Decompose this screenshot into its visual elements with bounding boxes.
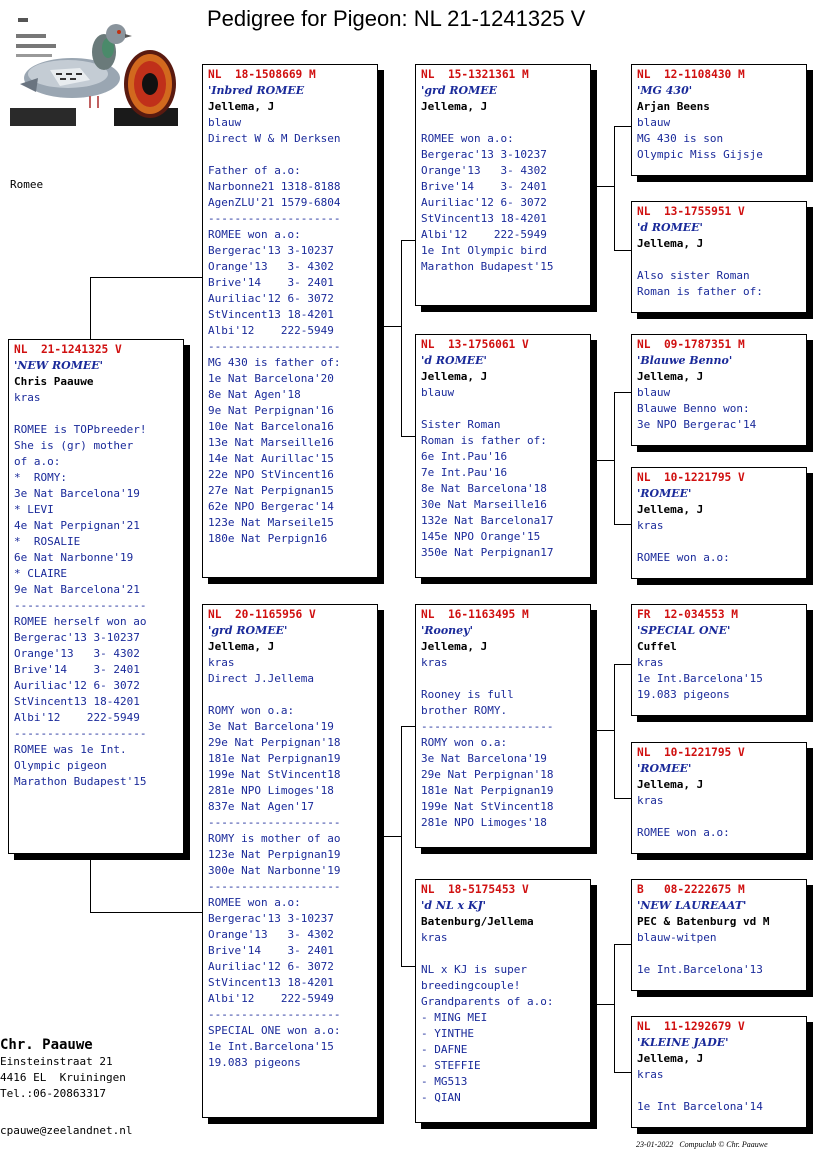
info-line: 29e Nat Perpignan'18 (208, 736, 341, 749)
info-line: -------------------- (208, 212, 341, 225)
info-line (637, 1083, 801, 1099)
info-line: 13e Nat Marseille16 (208, 436, 334, 449)
owner-name: Jellema, J (637, 778, 704, 791)
pigeon-name: 'd NL x KJ' (421, 899, 487, 912)
info-line: 123e Nat Perpignan19 (208, 848, 341, 861)
info-line: 180e Nat Perpign16 (208, 532, 328, 545)
connector-line (90, 912, 204, 913)
subject-name: Romee (10, 178, 44, 191)
info-line: ROMEE was 1e Int. (14, 743, 127, 756)
owner-name: Cuffel (637, 640, 677, 653)
info-line (14, 406, 178, 422)
pigeon-card-sire (202, 64, 378, 578)
pigeon-card-dam-sire (415, 604, 591, 848)
pigeon-card-fmf (631, 334, 807, 446)
owner-name: Jellema, J (421, 100, 488, 113)
info-line: breedingcouple! (421, 979, 521, 992)
ring-number: NL 13-1755951 V (637, 205, 745, 218)
info-line: Direct W & M Derksen (208, 132, 341, 145)
page-title: Pedigree for Pigeon: NL 21-1241325 V (207, 6, 586, 31)
info-line: ROMEE won a.o: (421, 132, 514, 145)
pigeon-card-fmm (631, 467, 807, 579)
info-line: ROMY is mother of ao (208, 832, 341, 845)
owner-name: Jellema, J (208, 640, 275, 653)
info-line (208, 147, 372, 163)
pigeon-card-dam (202, 604, 378, 1118)
info-line: * LEVI (14, 503, 54, 516)
info-line (637, 809, 801, 825)
info-line: Rooney is full (421, 688, 514, 701)
info-line: 6e Int.Pau'16 (421, 450, 508, 463)
info-line: 281e NPO Limoges'18 (421, 816, 547, 829)
connector-line (614, 126, 632, 127)
pigeon-card-sire-sire (415, 64, 591, 306)
info-line: StVincent13 18-4201 (14, 695, 140, 708)
info-line: Blauwe Benno won: (637, 402, 750, 415)
owner-name: PEC & Batenburg vd M (637, 915, 770, 928)
footer-credit: 23-01-2022 Compuclub © Chr. Paauwe (636, 1140, 768, 1149)
pigeon-name: 'ROMEE' (637, 762, 692, 775)
info-line: Bergerac'13 3-10237 (208, 912, 334, 925)
breeder-phone: Tel.:06-20863317 (0, 1087, 106, 1100)
info-line: kras (14, 391, 41, 404)
breeder-info (0, 1036, 126, 1102)
pigeon-name: 'd ROMEE' (421, 354, 487, 367)
connector-line (614, 664, 615, 798)
ring-number: NL 10-1221795 V (637, 471, 745, 484)
info-line: 62e NPO Bergerac'14 (208, 500, 334, 513)
info-line: Brive'14 3- 2401 (14, 663, 140, 676)
pigeon-card-mff (631, 604, 807, 716)
info-line: MG 430 is father of: (208, 356, 341, 369)
info-line: Brive'14 3- 2401 (208, 944, 334, 957)
info-line: of a.o: (14, 455, 61, 468)
info-line: 145e NPO Orange'15 (421, 530, 541, 543)
ring-number: NL 13-1756061 V (421, 338, 529, 351)
info-line: ROMY won o.a: (421, 736, 508, 749)
info-line (637, 946, 801, 962)
connector-line (401, 240, 402, 436)
info-line: - DAFNE (421, 1043, 468, 1056)
info-line: Narbonne21 1318-8188 (208, 180, 341, 193)
info-line: Brive'14 3- 2401 (208, 276, 334, 289)
info-line: * ROSALIE (14, 535, 81, 548)
ring-number: NL 10-1221795 V (637, 746, 745, 759)
owner-name: Jellema, J (637, 503, 704, 516)
connector-line (590, 186, 614, 187)
info-line: 8e Nat Agen'18 (208, 388, 301, 401)
connector-line (590, 460, 614, 461)
pigeon-card-mmf (631, 879, 807, 991)
info-line: Auriliac'12 6- 3072 (421, 196, 547, 209)
info-line: 1e Int.Barcelona'15 (208, 1040, 334, 1053)
info-line: 29e Nat Perpignan'18 (421, 768, 554, 781)
info-line: Marathon Budapest'15 (421, 260, 554, 273)
pigeon-name: 'SPECIAL ONE' (637, 624, 731, 637)
info-line: Orange'13 3- 4302 (208, 260, 334, 273)
info-line: 1e Int.Barcelona'13 (637, 963, 763, 976)
info-line: ROMEE is TOPbreeder! (14, 423, 147, 436)
info-line: Marathon Budapest'15 (14, 775, 147, 788)
info-line: kras (421, 931, 448, 944)
info-line: 22e NPO StVincent16 (208, 468, 334, 481)
pigeon-name: 'd ROMEE' (637, 221, 703, 234)
connector-line (590, 730, 614, 731)
info-line: 14e Nat Aurillac'15 (208, 452, 334, 465)
info-line: MG 430 is son (637, 132, 724, 145)
info-line: 4e Nat Perpignan'21 (14, 519, 140, 532)
pigeon-name: 'ROMEE' (637, 487, 692, 500)
info-line: Orange'13 3- 4302 (14, 647, 140, 660)
info-line: 837e Nat Agen'17 (208, 800, 314, 813)
info-line: Brive'14 3- 2401 (421, 180, 547, 193)
breeder-email[interactable]: cpauwe@zeelandnet.nl (0, 1124, 133, 1137)
pigeon-card-mmm (631, 1016, 807, 1128)
info-line: brother ROMY. (421, 704, 508, 717)
info-line: 3e Nat Barcelona'19 (208, 720, 334, 733)
pigeon-logo (10, 12, 178, 128)
info-line: Albi'12 222-5949 (208, 992, 334, 1005)
info-line: -------------------- (208, 1008, 341, 1021)
info-line: Orange'13 3- 4302 (208, 928, 334, 941)
connector-line (90, 277, 204, 278)
owner-name: Jellema, J (421, 640, 488, 653)
connector-line (377, 326, 401, 327)
pigeon-name: 'NEW ROMEE' (14, 359, 104, 372)
connector-line (590, 1004, 614, 1005)
ring-number: B 08-2222675 M (637, 883, 745, 896)
info-line: ROMEE herself won ao (14, 615, 147, 628)
connector-line (377, 836, 401, 837)
info-line: ROMEE won a.o: (637, 551, 730, 564)
info-line: Olympic pigeon (14, 759, 107, 772)
info-line: kras (637, 1068, 664, 1081)
connector-line (614, 392, 615, 524)
info-line: Bergerac'13 3-10237 (421, 148, 547, 161)
info-line: 27e Nat Perpignan15 (208, 484, 334, 497)
info-line: 19.083 pigeons (637, 688, 730, 701)
info-line: Orange'13 3- 4302 (421, 164, 547, 177)
info-line: 8e Nat Barcelona'18 (421, 482, 547, 495)
info-line (421, 401, 585, 417)
connector-line (614, 1072, 632, 1073)
info-line: 1e Int.Barcelona'15 (637, 672, 763, 685)
info-line: 1e Int Barcelona'14 (637, 1100, 763, 1113)
info-line: 19.083 pigeons (208, 1056, 301, 1069)
info-line: Auriliac'12 6- 3072 (14, 679, 140, 692)
info-line: StVincent13 18-4201 (421, 212, 547, 225)
info-line: - MG513 (421, 1075, 468, 1088)
info-line: - YINTHE (421, 1027, 474, 1040)
info-line: 6e Nat Narbonne'19 (14, 551, 134, 564)
info-line: -------------------- (208, 816, 341, 829)
ring-number: NL 11-1292679 V (637, 1020, 745, 1033)
info-line: StVincent13 18-4201 (208, 976, 334, 989)
info-line: -------------------- (421, 720, 554, 733)
pigeon-card-fff (631, 64, 807, 176)
owner-name: Chris Paauwe (14, 375, 94, 388)
connector-line (614, 944, 615, 1072)
info-line: 123e Nat Marseile15 (208, 516, 334, 529)
info-line: Direct J.Jellema (208, 672, 314, 685)
ring-number: NL 20-1165956 V (208, 608, 316, 621)
breeder-street: Einsteinstraat 21 (0, 1055, 113, 1068)
info-line: kras (421, 656, 448, 669)
info-line: 9e Nat Perpignan'16 (208, 404, 334, 417)
pigeon-name: 'grd ROMEE (421, 84, 498, 97)
pigeon-name: 'Blauwe Benno' (637, 354, 733, 367)
pigeon-card-sire-dam (415, 334, 591, 578)
info-line: Grandparents of a.o: (421, 995, 554, 1008)
info-line: -------------------- (208, 340, 341, 353)
connector-line (401, 726, 402, 966)
connector-line (90, 277, 91, 339)
info-line: blauw (421, 386, 455, 399)
info-line: Roman is father of: (637, 285, 763, 298)
info-line: 7e Int.Pau'16 (421, 466, 508, 479)
info-line: kras (637, 656, 664, 669)
connector-line (90, 854, 91, 912)
info-line: 281e NPO Limoges'18 (208, 784, 334, 797)
pigeon-name: 'NEW LAUREAAT' (637, 899, 747, 912)
pigeon-name: 'KLEINE JADE' (637, 1036, 729, 1049)
info-line: NL x KJ is super (421, 963, 527, 976)
info-line: 132e Nat Barcelona17 (421, 514, 554, 527)
info-line: 3e NPO Bergerac'14 (637, 418, 757, 431)
owner-name: Jellema, J (208, 100, 275, 113)
info-line: ROMEE won a.o: (637, 826, 730, 839)
info-line: Albi'12 222-5949 (208, 324, 334, 337)
info-line: 199e Nat StVincent18 (421, 800, 554, 813)
info-line (208, 687, 372, 703)
info-line: 3e Nat Barcelona'19 (421, 752, 547, 765)
info-line: Olympic Miss Gijsje (637, 148, 763, 161)
info-line: kras (637, 794, 664, 807)
info-line (637, 252, 801, 268)
pigeon-card-mfm (631, 742, 807, 854)
pigeon-name: 'grd ROMEE' (208, 624, 288, 637)
info-line: ROMEE won a.o: (208, 228, 301, 241)
info-line: SPECIAL ONE won a.o: (208, 1024, 341, 1037)
info-line: Roman is father of: (421, 434, 547, 447)
connector-line (614, 392, 632, 393)
info-line: -------------------- (14, 727, 147, 740)
info-line: -------------------- (208, 880, 341, 893)
info-line: Albi'12 222-5949 (14, 711, 140, 724)
info-line: ROMEE won a.o: (208, 896, 301, 909)
pigeon-name: 'Inbred ROMEE (208, 84, 305, 97)
info-line: Also sister Roman (637, 269, 750, 282)
owner-name: Jellema, J (637, 1052, 704, 1065)
ring-number: NL 16-1163495 M (421, 608, 529, 621)
info-line (637, 534, 801, 550)
info-line: Auriliac'12 6- 3072 (208, 292, 334, 305)
info-line: blauw (637, 116, 671, 129)
connector-line (614, 664, 632, 665)
info-line: 10e Nat Barcelona16 (208, 420, 334, 433)
info-line: Auriliac'12 6- 3072 (208, 960, 334, 973)
owner-name: Batenburg/Jellema (421, 915, 534, 928)
pigeon-card-subject (8, 339, 184, 854)
owner-name: Jellema, J (637, 370, 704, 383)
info-line: - QIAN (421, 1091, 461, 1104)
ring-number: NL 12-1108430 M (637, 68, 745, 81)
info-line: ROMY won o.a: (208, 704, 295, 717)
info-line: - MING MEI (421, 1011, 488, 1024)
info-line: * CLAIRE (14, 567, 67, 580)
info-line: kras (637, 519, 664, 532)
pigeon-name: 'MG 430' (637, 84, 693, 97)
pigeon-card-ffm (631, 201, 807, 313)
breeder-name: Chr. Paauwe (0, 1037, 93, 1053)
info-line: 181e Nat Perpignan19 (208, 752, 341, 765)
ring-number: NL 18-1508669 M (208, 68, 316, 81)
info-line: -------------------- (14, 599, 147, 612)
connector-line (614, 524, 632, 525)
info-line: blauw (637, 386, 671, 399)
info-line: Bergerac'13 3-10237 (14, 631, 140, 644)
info-line: Bergerac'13 3-10237 (208, 244, 334, 257)
connector-line (614, 944, 632, 945)
pigeon-eye-image (10, 12, 178, 128)
owner-name: Jellema, J (637, 237, 704, 250)
info-line: Albi'12 222-5949 (421, 228, 547, 241)
owner-name: Arjan Beens (637, 100, 710, 113)
info-line: blauw-witpen (637, 931, 717, 944)
info-line: 3e Nat Barcelona'19 (14, 487, 140, 500)
info-line: blauw (208, 116, 242, 129)
info-line: 1e Int Olympic bird (421, 244, 547, 257)
info-line: 300e Nat Narbonne'19 (208, 864, 341, 877)
info-line: She is (gr) mother (14, 439, 134, 452)
info-line: * ROMY: (14, 471, 67, 484)
info-line: 30e Nat Marseille16 (421, 498, 547, 511)
connector-line (614, 250, 632, 251)
ring-number: FR 12-034553 M (637, 608, 739, 621)
pigeon-name: 'Rooney' (421, 624, 473, 637)
info-line: 199e Nat StVincent18 (208, 768, 341, 781)
connector-line (614, 126, 615, 250)
connector-line (614, 798, 632, 799)
info-line: 1e Nat Barcelona'20 (208, 372, 334, 385)
info-line: Father of a.o: (208, 164, 301, 177)
info-line (421, 946, 585, 962)
info-line: 9e Nat Barcelona'21 (14, 583, 140, 596)
info-line: 350e Nat Perpignan17 (421, 546, 554, 559)
info-line: AgenZLU'21 1579-6804 (208, 196, 341, 209)
breeder-city: 4416 EL Kruiningen (0, 1071, 126, 1084)
info-line: - STEFFIE (421, 1059, 481, 1072)
info-line (421, 115, 585, 131)
info-line: 181e Nat Perpignan19 (421, 784, 554, 797)
ring-number: NL 18-5175453 V (421, 883, 529, 896)
ring-number: NL 21-1241325 V (14, 343, 122, 356)
ring-number: NL 09-1787351 M (637, 338, 745, 351)
owner-name: Jellema, J (421, 370, 488, 383)
info-line: Sister Roman (421, 418, 501, 431)
ring-number: NL 15-1321361 M (421, 68, 529, 81)
info-line (421, 671, 585, 687)
pigeon-card-dam-dam (415, 879, 591, 1123)
info-line: kras (208, 656, 235, 669)
info-line: StVincent13 18-4201 (208, 308, 334, 321)
